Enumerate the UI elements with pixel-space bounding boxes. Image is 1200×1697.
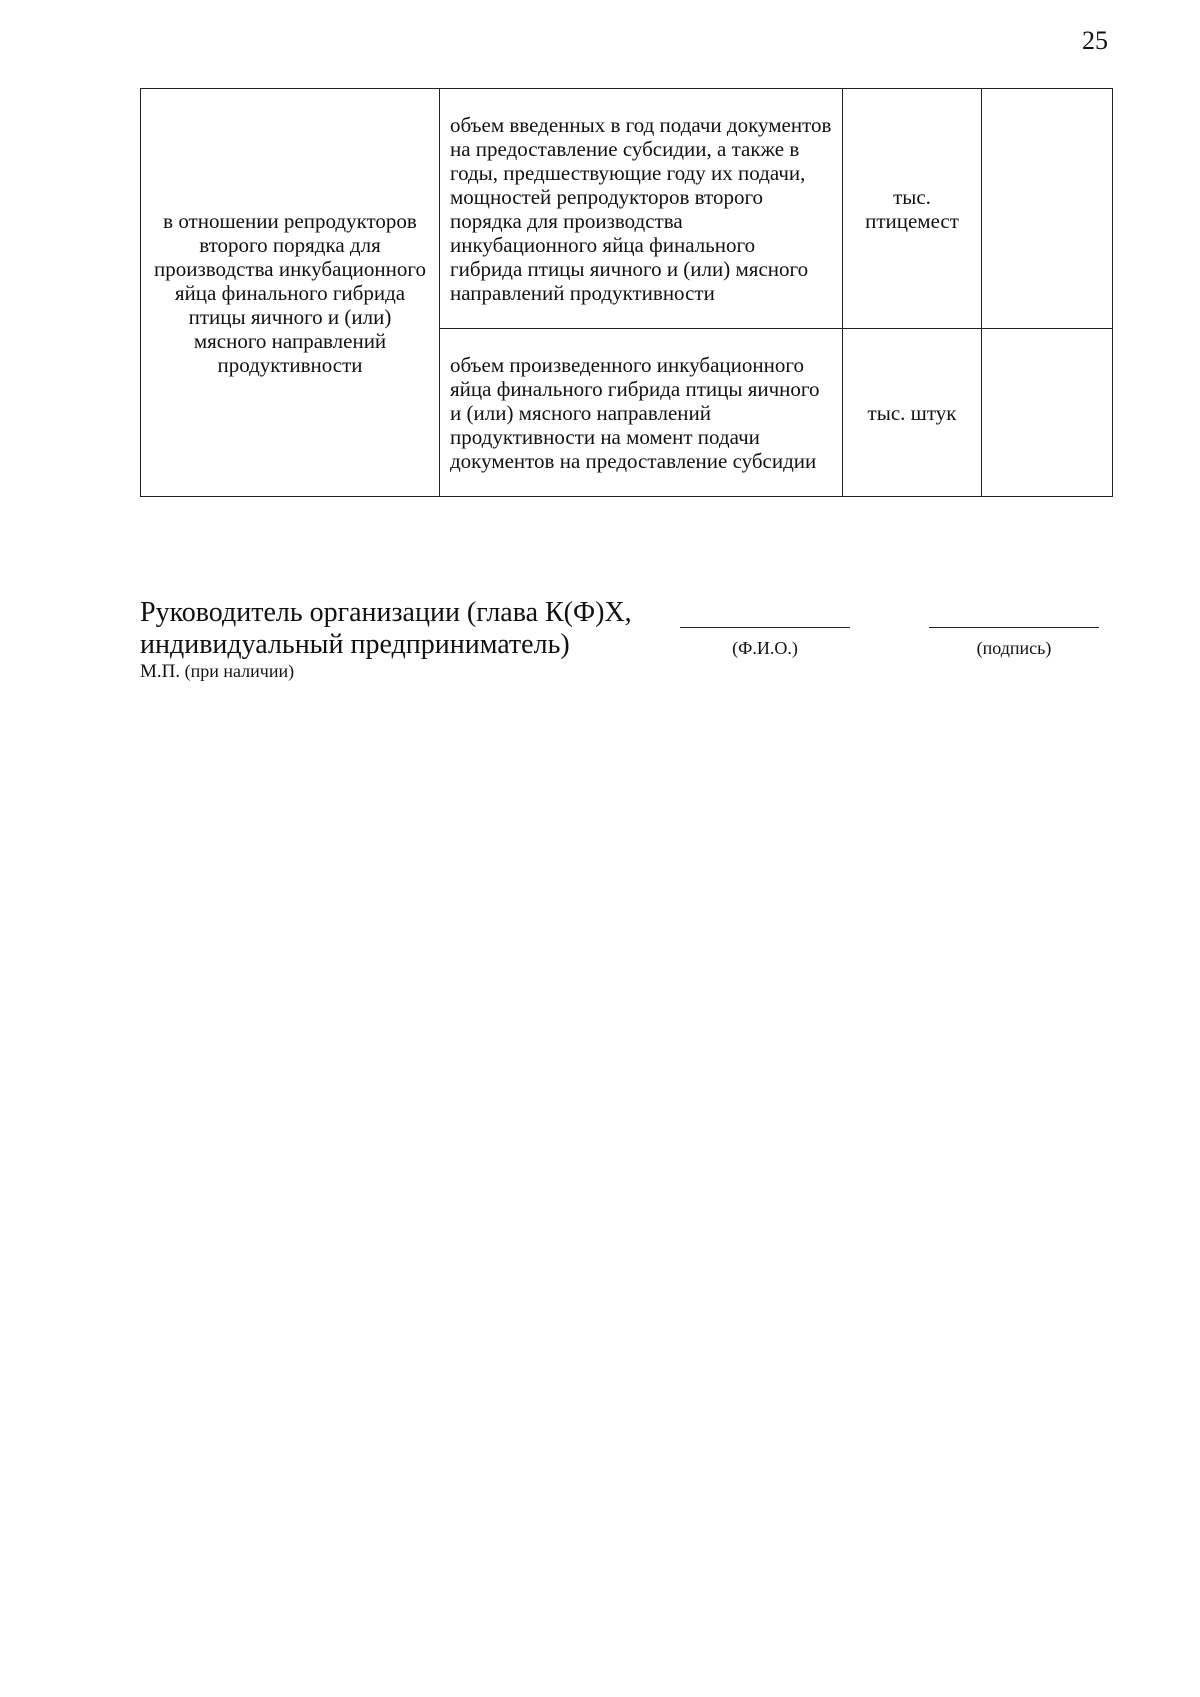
unit-cell: тыс. штук <box>843 329 982 497</box>
row-group-label: в отношении репродукторов второго порядка для производства инкубационного яйца финального гибрида птицы яичного и (или) мясного направлений продуктивности <box>141 89 440 497</box>
signature-caption: (подпись) <box>976 638 1052 658</box>
fio-line[interactable] <box>680 627 850 628</box>
stamp-abbr: М.П. <box>140 661 181 682</box>
signature-block <box>140 597 1120 687</box>
signatory-title <box>140 597 632 661</box>
stamp-label <box>140 661 294 683</box>
indicator-cell: объем произведенного инкубационного яйца финального гибрида птицы яичного и (или) мясного направлений продуктивности на момент подачи документов на предоставление субсидии <box>440 329 843 497</box>
indicator-cell: объем введенных в год подачи документов на предоставление субсидии, а также в годы, предшествующие году их подачи, мощностей репродукторов второго порядка для производства инкубационного яйца финального гибрида птицы яичного и (или) мясного направлений продуктивности <box>440 89 843 329</box>
stamp-note: (при наличии) <box>184 661 295 681</box>
fio-caption: (Ф.И.О.) <box>732 638 798 658</box>
signatory-title-line1: Руководитель организации (глава К(Ф)Х, <box>140 597 632 628</box>
value-cell[interactable] <box>982 89 1113 329</box>
indicators-table <box>140 88 1113 497</box>
table-row <box>141 89 1113 329</box>
unit-cell: тыс. птицемест <box>843 89 982 329</box>
value-cell[interactable] <box>982 329 1113 497</box>
page-number: 25 <box>1082 26 1108 55</box>
signatory-title-line2: индивидуальный предприниматель) <box>140 629 570 660</box>
signature-line[interactable] <box>929 627 1099 628</box>
